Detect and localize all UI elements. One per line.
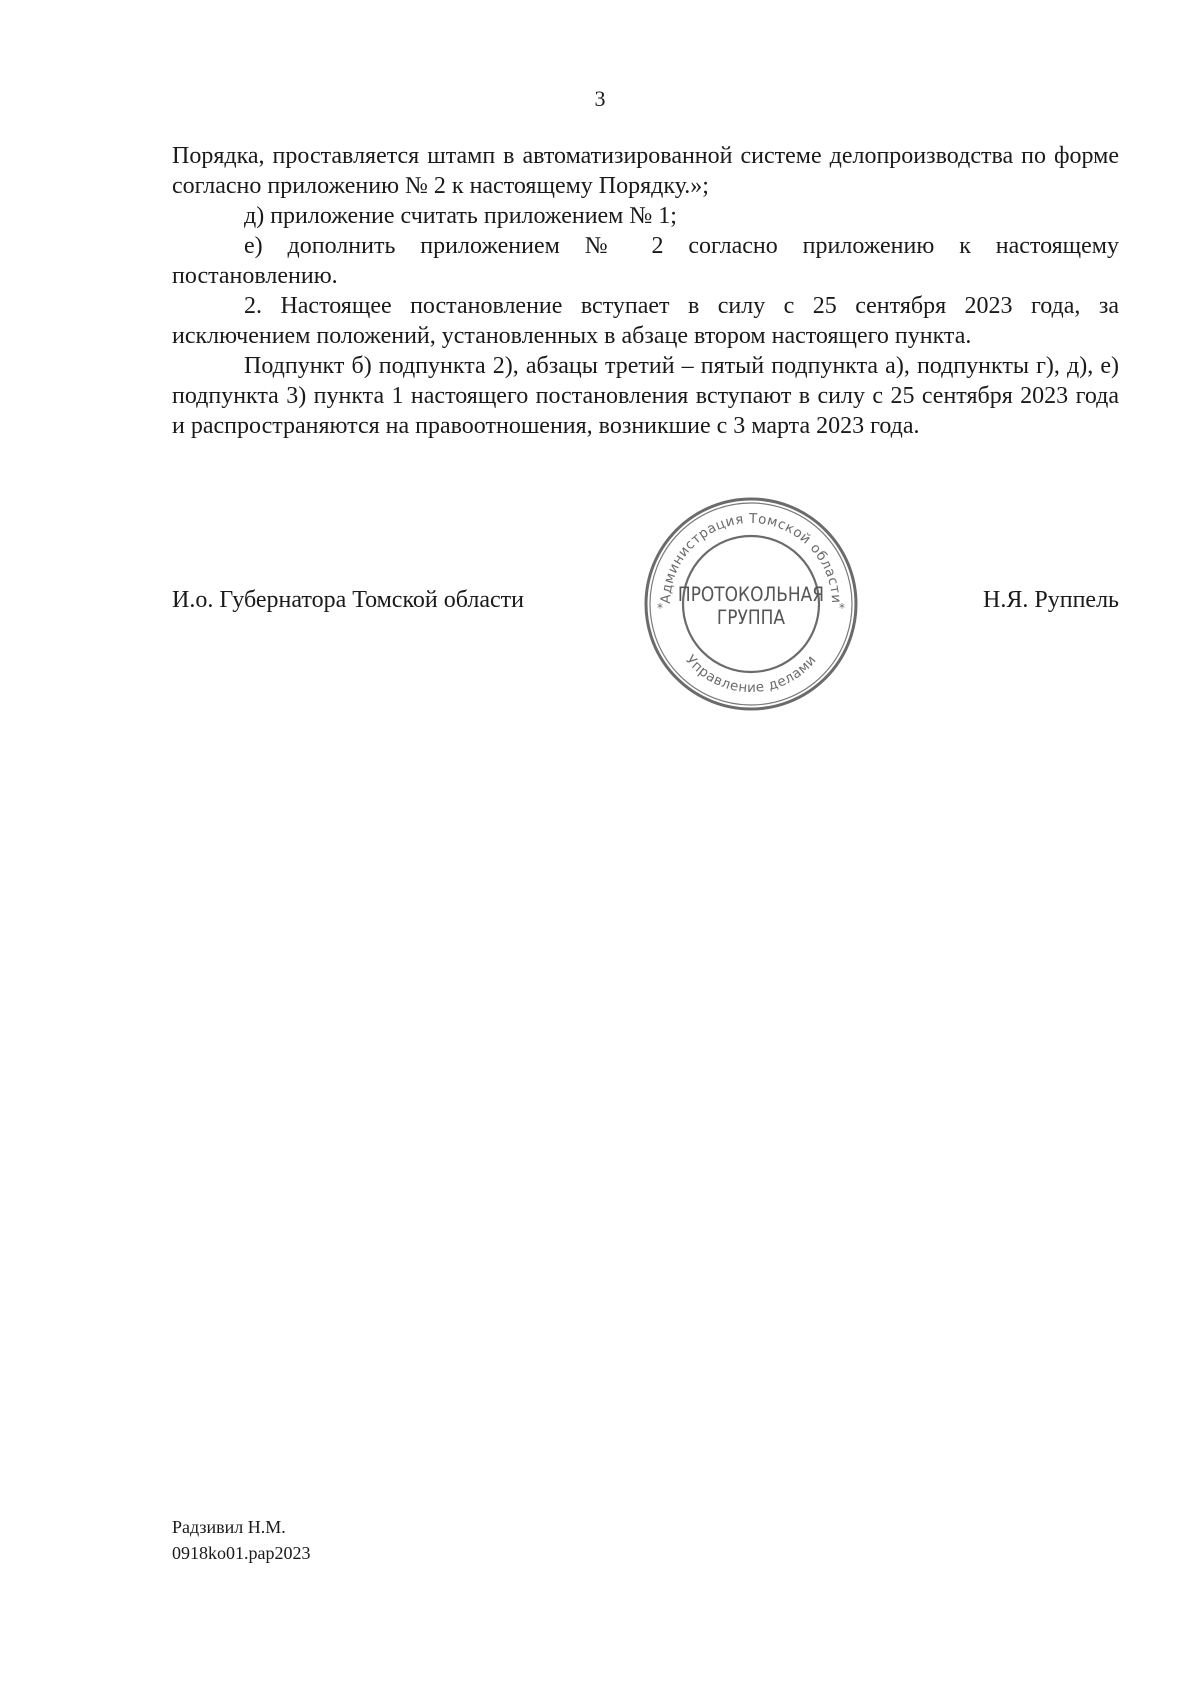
paragraph-item-d: д) приложение считать приложением № 1; — [244, 203, 677, 229]
paragraph-item-e: е) дополнить приложением № 2 согласно приложению к настоящему постановлению. — [172, 233, 1119, 289]
seal-outer-text-bottom: Управление делами — [682, 652, 820, 697]
round-seal-stamp — [640, 493, 862, 715]
seal-star-left-icon: * — [657, 601, 663, 615]
page-number: 3 — [594, 86, 606, 111]
signatory-title: И.о. Губернатора Томской области — [172, 587, 524, 613]
footer-file-code: 0918ko01.pap2023 — [172, 1543, 311, 1563]
seal-outer-text-top: Администрация Томской области — [657, 510, 845, 605]
seal-center-line-1: ПРОТОКОЛЬНАЯ — [677, 584, 825, 607]
signatory-name: Н.Я. Руппель — [983, 587, 1119, 613]
seal-star-right-icon: * — [839, 601, 845, 615]
paragraph-point-2: 2. Настоящее постановление вступает в силу с 25 сентября 2023 года, за исключением положений, установленных в абзаце втором настоящего пункта. — [172, 293, 1119, 349]
document-body — [172, 141, 1119, 441]
seal-center-line-2: ГРУППА — [716, 607, 786, 630]
paragraph-order-stamp: Порядка, проставляется штамп в автоматизированной системе делопроизводства по форме согласно приложению № 2 к настоящему Порядку.»; — [172, 143, 1119, 199]
paragraph-effective-date: Подпункт б) подпункта 2), абзацы третий – пятый подпункта а), подпункты г), д), е) подпункта 3) пункта 1 настоящего постановления вступают в силу с 25 сентября 2023 года и распространяются на правоотношения, возникшие с 3 марта 2023 года. — [172, 353, 1119, 439]
footer — [172, 1514, 311, 1566]
footer-author: Радзивил Н.М. — [172, 1517, 286, 1537]
